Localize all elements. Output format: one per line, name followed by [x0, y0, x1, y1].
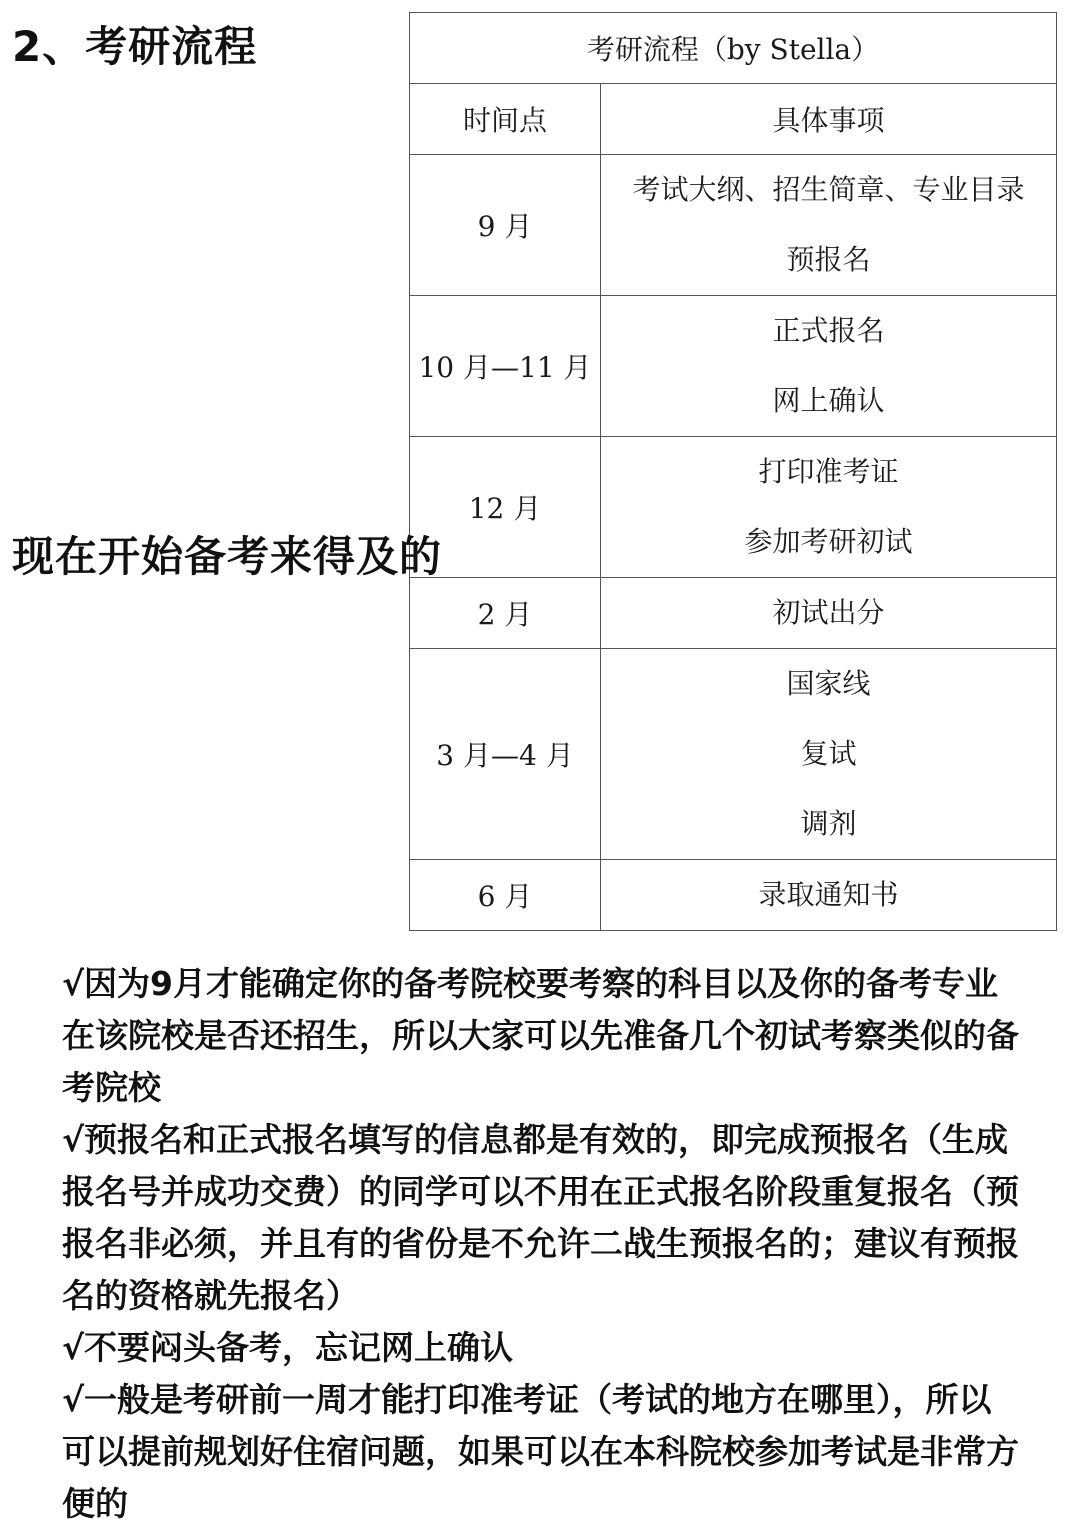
table-header-row [410, 84, 1057, 155]
items-cell [601, 437, 1057, 578]
column-header-time: 时间点 [410, 84, 601, 155]
time-cell: 6 月 [410, 860, 601, 931]
time-cell: 10 月—11 月 [410, 296, 601, 437]
table-caption-row [410, 13, 1057, 84]
table-row [410, 296, 1057, 437]
task-item: 考试大纲、招生简章、专业目录 [632, 173, 1025, 206]
items-cell [601, 296, 1057, 437]
task-item: 复试 [800, 737, 857, 770]
task-item: 预报名 [786, 243, 871, 276]
table-row [410, 649, 1057, 860]
items-cell [601, 155, 1057, 296]
note-paragraph: √预报名和正式报名填写的信息都是有效的，即完成预报名（生成报名号并成功交费）的同学可以不用在正式报名阶段重复报名（预报名非必须，并且有的省份是不允许二战生预报名的；建议有预报名的资格就先报名） [62, 1120, 1019, 1315]
task-item: 初试出分 [772, 596, 885, 629]
table-row [410, 860, 1057, 931]
items-cell [601, 860, 1057, 931]
task-item: 网上确认 [772, 384, 885, 417]
note-paragraph: √不要闷头备考，忘记网上确认 [62, 1328, 514, 1367]
task-item: 正式报名 [772, 314, 885, 347]
task-item: 录取通知书 [758, 878, 899, 911]
table-row [410, 437, 1057, 578]
time-cell: 9 月 [410, 155, 601, 296]
task-item: 调剂 [800, 807, 857, 840]
task-item: 参加考研初试 [744, 525, 913, 558]
task-item: 国家线 [786, 667, 871, 700]
table-row [410, 578, 1057, 649]
task-item: 打印准考证 [758, 455, 899, 488]
note-paragraph: √因为9月才能确定你的备考院校要考察的科目以及你的备考专业在该院校是否还招生，所以大家可以先准备几个初试考察类似的备考院校 [62, 964, 1019, 1107]
time-cell: 3 月—4 月 [410, 649, 601, 860]
table-row [410, 155, 1057, 296]
note-paragraph: √一般是考研前一周才能打印准考证（考试的地方在哪里），所以可以提前规划好住宿问题，如果可以在本科院校参加考试是非常方便的 [62, 1380, 1019, 1523]
notes-section [62, 958, 1022, 1530]
exam-process-table [409, 12, 1057, 931]
time-cell: 12 月 [410, 437, 601, 578]
items-cell [601, 649, 1057, 860]
items-cell [601, 578, 1057, 649]
table-caption: 考研流程（by Stella） [410, 13, 1057, 84]
section-title: 2、考研流程 [12, 22, 258, 71]
column-header-items: 具体事项 [601, 84, 1057, 155]
time-cell: 2 月 [410, 578, 601, 649]
subheading: 现在开始备考来得及的 [12, 532, 443, 581]
